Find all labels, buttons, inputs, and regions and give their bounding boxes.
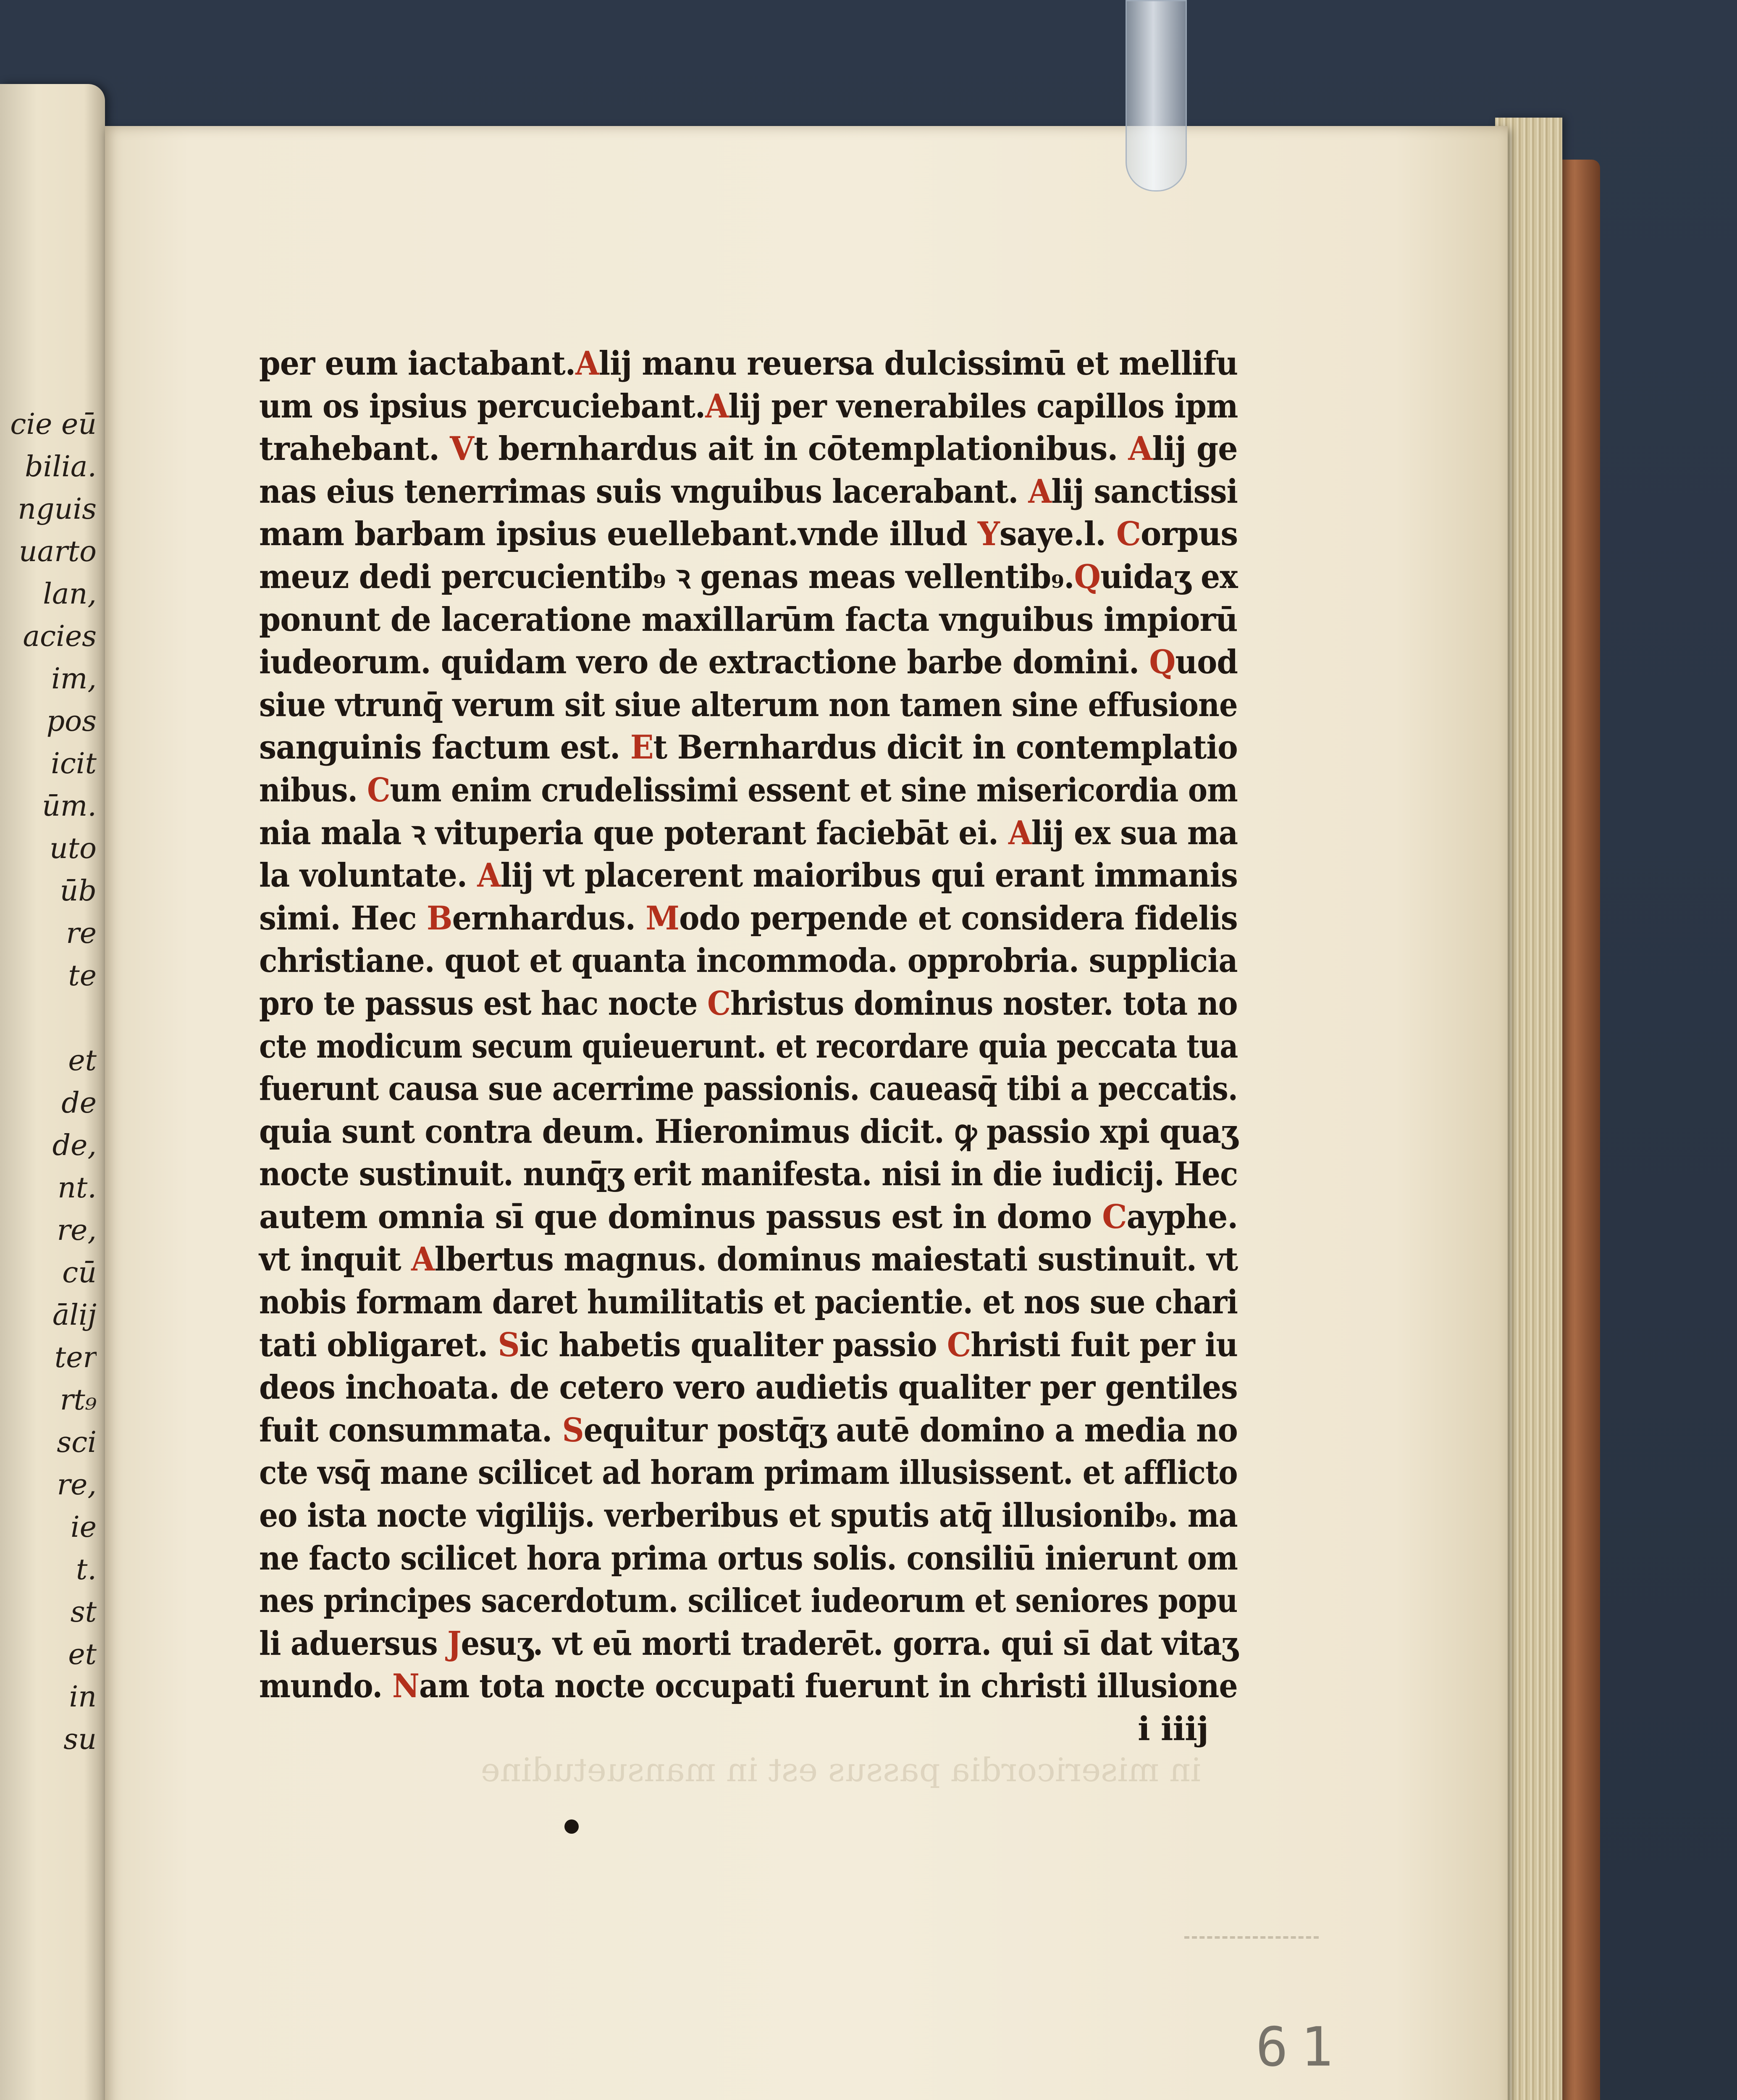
left-page-line: te	[68, 959, 97, 992]
text-run: lij sanctissi	[1051, 472, 1238, 511]
left-page-line: acies	[23, 620, 97, 653]
left-page	[0, 84, 105, 2100]
rubricated-initial: A	[575, 344, 599, 383]
text-run: hristi fuit per iu	[971, 1326, 1238, 1364]
left-page-line: cie eū	[10, 408, 97, 441]
rubricated-initial: A	[705, 387, 729, 425]
text-line	[259, 769, 1238, 812]
text-line	[259, 1580, 1238, 1622]
text-run: lbertus magnus. dominus maiestati sustinuit. vt	[434, 1240, 1238, 1279]
rubricated-initial: C	[707, 984, 730, 1023]
text-run: la voluntate.	[259, 856, 478, 895]
text-run: am tota nocte occupati fuerunt in christi illusione	[419, 1667, 1238, 1706]
text-line	[259, 897, 1238, 940]
left-page-line: ūm.	[42, 790, 97, 823]
text-line	[259, 1110, 1238, 1153]
text-run: lij manu reuersa dulcissimū et mellifu	[598, 344, 1238, 383]
left-page-line: nt.	[58, 1171, 97, 1205]
text-run: fuit consummata.	[259, 1411, 562, 1449]
left-page-line: et	[68, 1638, 97, 1671]
text-run: eo ista nocte vigilijs. verberibus et sputis atq̄ illusionib₉. ma	[259, 1496, 1238, 1535]
text-line	[259, 1281, 1238, 1324]
text-run: ayphe.	[1126, 1197, 1238, 1236]
text-run: cte modicum secum quieuerunt. et recordare quia peccata tua	[259, 1027, 1238, 1066]
text-line	[259, 428, 1238, 470]
left-page-line: ūb	[60, 874, 97, 908]
text-run: siue vtrunq̄ verum sit siue alterum non tamen sine effusione	[259, 685, 1238, 724]
rubricated-initial: V	[450, 430, 474, 468]
text-run: nes principes sacerdotum. scilicet iudeorum et seniores popu	[259, 1582, 1238, 1620]
text-run: mundo.	[259, 1667, 393, 1706]
text-run: uod	[1175, 643, 1238, 682]
text-line	[259, 1494, 1238, 1537]
text-run: ne facto scilicet hora prima ortus solis. consiliū inierunt om	[259, 1539, 1238, 1578]
text-run: iudeorum. quidam vero de extractione barbe domini.	[259, 643, 1149, 682]
rubricated-initial: S	[498, 1326, 520, 1364]
rubricated-initial: A	[477, 856, 501, 895]
text-run: lij vt placerent maioribus qui erant immanis	[500, 856, 1238, 895]
text-line	[259, 513, 1238, 556]
text-line	[259, 1452, 1238, 1494]
text-line	[259, 1153, 1238, 1196]
main-text-block	[259, 342, 1242, 1751]
text-line	[259, 598, 1238, 641]
text-run: hristus dominus noster. tota no	[730, 984, 1238, 1023]
rubricated-initial: M	[645, 899, 679, 937]
text-line	[259, 1068, 1238, 1110]
text-run: t bernhardus ait in cōtemplationibus.	[473, 430, 1128, 468]
text-line	[259, 1537, 1238, 1580]
text-run: esuʒ. vt eū morti traderēt. gorra. qui sī dat vitaʒ	[461, 1624, 1238, 1663]
left-page-line: bilia.	[25, 450, 97, 483]
folio-number: 61	[1256, 2016, 1346, 2079]
left-page-line	[0, 997, 97, 1040]
text-run: uidaʒ ex	[1100, 557, 1238, 596]
rubricated-initial: E	[630, 728, 653, 767]
text-run: deos inchoata. de cetero vero audietis qualiter per gentiles	[259, 1368, 1238, 1407]
rubricated-initial: S	[562, 1411, 584, 1449]
rubricated-initial: Q	[1149, 643, 1175, 682]
text-run: fuerunt causa sue acerrime passionis. caueasq̄ tibi a peccatis.	[259, 1070, 1238, 1108]
rubricated-initial: C	[367, 771, 390, 809]
rubricated-initial: A	[1008, 814, 1031, 852]
left-page-line: st	[70, 1596, 97, 1629]
text-line	[259, 1665, 1238, 1708]
rubricated-initial: B	[427, 899, 452, 937]
page-clip-top	[1126, 0, 1187, 192]
text-run: simi. Hec	[259, 899, 427, 937]
text-line	[259, 1409, 1238, 1452]
text-run: odo perpende et considera fidelis	[679, 899, 1238, 937]
text-line	[259, 726, 1238, 769]
text-run: mam barbam ipsius euellebant.vnde illud	[259, 515, 978, 554]
text-run: autem omnia sī que dominus passus est in domo	[259, 1197, 1102, 1236]
rubricated-initial: A	[1028, 472, 1052, 511]
rubricated-initial: N	[392, 1667, 419, 1706]
text-line	[259, 684, 1238, 727]
left-page-line: su	[63, 1723, 97, 1756]
rubricated-initial: A	[411, 1240, 435, 1279]
signature-mark: i iiij	[1138, 1710, 1208, 1748]
text-line	[259, 1025, 1238, 1068]
left-page-line: nguis	[18, 493, 97, 526]
left-page-line: rt₉	[60, 1383, 97, 1417]
text-line	[259, 1622, 1238, 1665]
text-run: lij per venerabiles capillos ipm	[728, 387, 1238, 425]
left-page-line: cū	[62, 1256, 97, 1289]
text-run: christiane. quot et quanta incommoda. opprobria. supplicia	[259, 942, 1238, 980]
text-run: ic habetis qualiter passio	[519, 1326, 947, 1364]
text-line	[259, 1324, 1238, 1367]
text-run: nocte sustinuit. nunq̄ʒ erit manifesta. nisi in die iudicij. Hec	[259, 1155, 1238, 1194]
text-run: trahebant.	[259, 430, 450, 468]
text-run: per eum iactabant.	[259, 344, 576, 383]
left-page-line: uarto	[18, 535, 97, 568]
left-page-line: ter	[54, 1341, 97, 1374]
text-run: nia mala ꝛ vituperia que poterant faciebāt ei.	[259, 814, 1008, 852]
text-line	[259, 982, 1238, 1025]
pencil-mark	[1184, 1936, 1319, 1941]
text-line	[259, 940, 1238, 982]
text-line	[259, 342, 1238, 385]
rubricated-initial: C	[947, 1326, 971, 1364]
rubricated-initial: J	[447, 1624, 461, 1663]
text-run: meuz dedi percucientib₉ ꝛ genas meas vellentib₉.	[259, 557, 1074, 596]
text-run: um enim crudelissimi essent et sine misericordia om	[390, 771, 1238, 809]
text-line	[259, 1366, 1238, 1409]
text-line	[259, 470, 1238, 513]
text-run: quia sunt contra deum. Hieronimus dicit. ꝙ passio xpi quaʒ	[259, 1112, 1238, 1151]
text-run: nibus.	[259, 771, 367, 809]
left-page-line: t.	[76, 1553, 97, 1586]
left-page-line: de	[61, 1087, 97, 1120]
text-run: lij ge	[1152, 430, 1238, 468]
left-page-text	[0, 403, 97, 1761]
left-page-line: re,	[57, 1468, 97, 1502]
text-line	[259, 1196, 1238, 1239]
bleed-through-text: in misericordia passus est in mansuetudine	[480, 1751, 1201, 1789]
left-page-line: lan,	[43, 578, 97, 611]
left-page-line: in	[69, 1680, 97, 1714]
text-run: tati obligaret.	[259, 1326, 498, 1364]
left-page-line: icit	[51, 747, 97, 780]
left-page-line: im,	[51, 662, 97, 696]
text-line	[259, 385, 1238, 428]
left-page-line: re,	[57, 1214, 97, 1247]
rubricated-initial: C	[1102, 1197, 1127, 1236]
text-run: t Bernhardus dicit in contemplatio	[653, 728, 1238, 767]
left-page-line: re	[66, 917, 97, 950]
text-line	[259, 641, 1238, 684]
left-page-line: de,	[52, 1129, 97, 1162]
text-run: nas eius tenerrimas suis vnguibus lacerabant.	[259, 472, 1029, 511]
left-page-line: sci	[57, 1426, 97, 1459]
rubricated-initial: C	[1116, 515, 1141, 554]
text-run: ernhardus.	[452, 899, 646, 937]
text-run: vt inquit	[259, 1240, 412, 1279]
text-run: saye.l.	[999, 515, 1116, 554]
left-page-line: ie	[71, 1511, 97, 1544]
text-run: pro te passus est hac nocte	[259, 984, 708, 1023]
rubricated-initial: A	[1128, 430, 1152, 468]
text-run: li aduersus	[259, 1624, 448, 1663]
text-line	[259, 556, 1238, 598]
text-run: cte vsq̄ mane scilicet ad horam primam illusissent. et afflicto	[259, 1454, 1238, 1492]
left-page-line: ālij	[52, 1299, 97, 1332]
text-run: sanguinis factum est.	[259, 728, 630, 767]
left-page-line: pos	[46, 705, 97, 738]
rubricated-initial: Q	[1074, 557, 1100, 596]
text-line	[259, 854, 1238, 897]
text-line	[259, 812, 1238, 855]
text-line	[259, 1238, 1238, 1281]
text-run: orpus	[1140, 515, 1238, 554]
text-run: equitur postq̄ʒ autē domino a media no	[583, 1411, 1238, 1449]
left-page-line: uto	[49, 832, 97, 865]
text-run: nobis formam daret humilitatis et pacientie. et nos sue chari	[259, 1283, 1238, 1322]
text-run: ponunt de laceratione maxillarūm facta vnguibus impiorū	[259, 600, 1238, 639]
text-run: lij ex sua ma	[1031, 814, 1238, 852]
left-page-line: et	[68, 1044, 97, 1077]
text-run: um os ipsius percuciebant.	[259, 387, 706, 425]
rubricated-initial: Y	[977, 515, 1000, 554]
ink-dot	[564, 1819, 579, 1834]
